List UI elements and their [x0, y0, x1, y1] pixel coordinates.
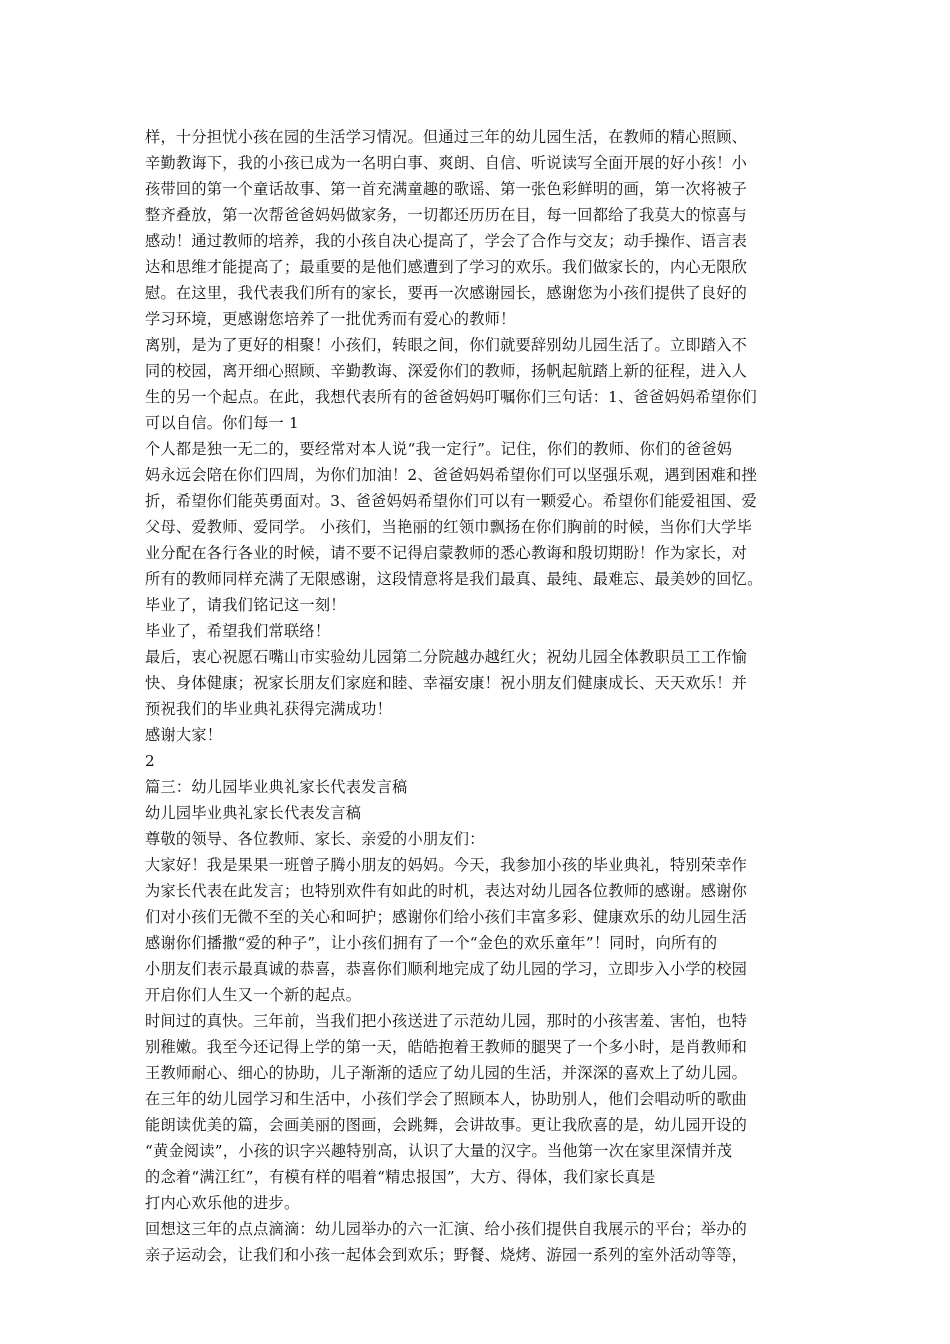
text-line: 折，希望你们能英勇面对。3、爸爸妈妈希望你们可以有一颗爱心。希望你们能爱祖国、爱: [145, 492, 757, 510]
text-line: 毕业了，希望我们常联络！: [145, 622, 331, 640]
text-line: 最后，衷心祝愿石嘴山市实验幼儿园第二分院越办越红火；祝幼儿园全体教职员工工作愉: [145, 648, 748, 666]
text-line: 妈永远会陪在你们四周，为你们加油！2、爸爸妈妈希望你们可以坚强乐观，遇到困难和挫: [145, 466, 757, 484]
text-line: 尊敬的领导、各位教师、家长、亲爱的小朋友们：: [145, 830, 485, 848]
text-line: 别稚嫩。我至今还记得上学的第一天，皓皓抱着王教师的腿哭了一个多小时，是肖教师和: [145, 1038, 748, 1056]
text-line: 快、身体健康；祝家长朋友们家庭和睦、幸福安康！祝小朋友们健康成长、天天欢乐！并: [145, 674, 748, 692]
text-line: 预祝我们的毕业典礼获得完满成功！: [145, 700, 392, 718]
text-line: 幼儿园毕业典礼家长代表发言稿: [145, 804, 362, 822]
text-line: 学习环境，更感谢您培养了一批优秀而有爱心的教师！: [145, 310, 516, 328]
text-line: 孩带回的第一个童话故事、第一首充满童趣的歌谣、第一张色彩鲜明的画，第一次将被子: [145, 180, 748, 198]
text-line: 毕业了，请我们铭记这一刻！: [145, 596, 346, 614]
text-line: 所有的教师同样充满了无限感谢，这段情意将是我们最真、最纯、最难忘、最美妙的回忆。: [145, 570, 763, 588]
text-line: 感谢你们播撒“爱的种子”，让小孩们拥有了一个“金色的欢乐童年”！同时，向所有的: [145, 934, 718, 952]
text-line: 感谢大家！: [145, 726, 223, 744]
text-line: 的念着“满江红”，有模有样的唱着“精忠报国”，大方、得体，我们家长真是: [145, 1168, 656, 1186]
text-line: 为家长代表在此发言；也特别欢件有如此的时机，表达对幼儿园各位教师的感谢。感谢你: [145, 882, 748, 900]
text-line: 样，十分担忧小孩在园的生活学习情况。但通过三年的幼儿园生活，在教师的精心照顾、: [145, 128, 748, 146]
text-line: “黄金阅读”，小孩的识字兴趣特别高，认识了大量的汉字。当他第一次在家里深情并茂: [145, 1142, 733, 1160]
text-line: 时间过的真快。三年前，当我们把小孩送进了示范幼儿园，那时的小孩害羞、害怕，也特: [145, 1012, 748, 1030]
text-line: 小朋友们表示最真诚的恭喜，恭喜你们顺利地完成了幼儿园的学习，立即步入小学的校园: [145, 960, 748, 978]
text-line: 同的校园，离开细心照顾、辛勤教诲、深爱你们的教师，扬帆起航踏上新的征程，进入人: [145, 362, 748, 380]
text-line: 亲子运动会，让我们和小孩一起体会到欢乐；野餐、烧烤、游园一系列的室外活动等等，: [145, 1246, 748, 1264]
text-line: 王教师耐心、细心的协助，儿子渐渐的适应了幼儿园的生活，并深深的喜欢上了幼儿园。: [145, 1064, 748, 1082]
text-line: 个人都是独一无二的，要经常对本人说“我一定行”。记住，你们的教师、你们的爸爸妈: [145, 440, 733, 458]
text-line: 大家好！我是果果一班曾子腾小朋友的妈妈。今天，我参加小孩的毕业典礼，特别荣幸作: [145, 856, 748, 874]
text-line: 开启你们人生又一个新的起点。: [145, 986, 362, 1004]
text-line: 感动！通过教师的培养，我的小孩自决心提高了，学会了合作与交友；动手操作、语言表: [145, 232, 748, 250]
text-line: 可以自信。你们每一 1: [145, 414, 299, 432]
text-line: 打内心欢乐他的进步。: [145, 1194, 300, 1212]
text-line: 慰。在这里，我代表我们所有的家长，要再一次感谢园长，感谢您为小孩们提供了良好的: [145, 284, 748, 302]
document-body: [145, 124, 815, 1268]
text-line: 们对小孩们无微不至的关心和呵护；感谢你们给小孩们丰富多彩、健康欢乐的幼儿园生活: [145, 908, 748, 926]
text-line: 回想这三年的点点滴滴：幼儿园举办的六一汇演、给小孩们提供自我展示的平台；举办的: [145, 1220, 748, 1238]
text-line: 2: [145, 752, 155, 770]
text-line: 篇三：幼儿园毕业典礼家长代表发言稿: [145, 778, 408, 796]
text-line: 达和思维才能提高了；最重要的是他们感遭到了学习的欢乐。我们做家长的，内心无限欣: [145, 258, 748, 276]
text-line: 整齐叠放，第一次帮爸爸妈妈做家务，一切都还历历在目，每一回都给了我莫大的惊喜与: [145, 206, 748, 224]
text-line: 业分配在各行各业的时候，请不要不记得启蒙教师的悉心教诲和殷切期盼！作为家长，对: [145, 544, 748, 562]
text-line: 父母、爱教师、爱同学。 小孩们，当艳丽的红领巾飘扬在你们胸前的时候，当你们大学毕: [145, 518, 753, 536]
text-line: 离别，是为了更好的相聚！小孩们，转眼之间，你们就要辞别幼儿园生活了。立即踏入不: [145, 336, 748, 354]
text-line: 生的另一个起点。在此，我想代表所有的爸爸妈妈叮嘱你们三句话：1、爸爸妈妈希望你们: [145, 388, 757, 406]
text-line: 能朗读优美的篇，会画美丽的图画，会跳舞，会讲故事。更让我欣喜的是，幼儿园开设的: [145, 1116, 748, 1134]
text-line: 辛勤教诲下，我的小孩已成为一名明白事、爽朗、自信、听说读写全面开展的好小孩！小: [145, 154, 748, 172]
text-line: 在三年的幼儿园学习和生活中，小孩们学会了照顾本人，协助别人，他们会唱动听的歌曲: [145, 1090, 748, 1108]
